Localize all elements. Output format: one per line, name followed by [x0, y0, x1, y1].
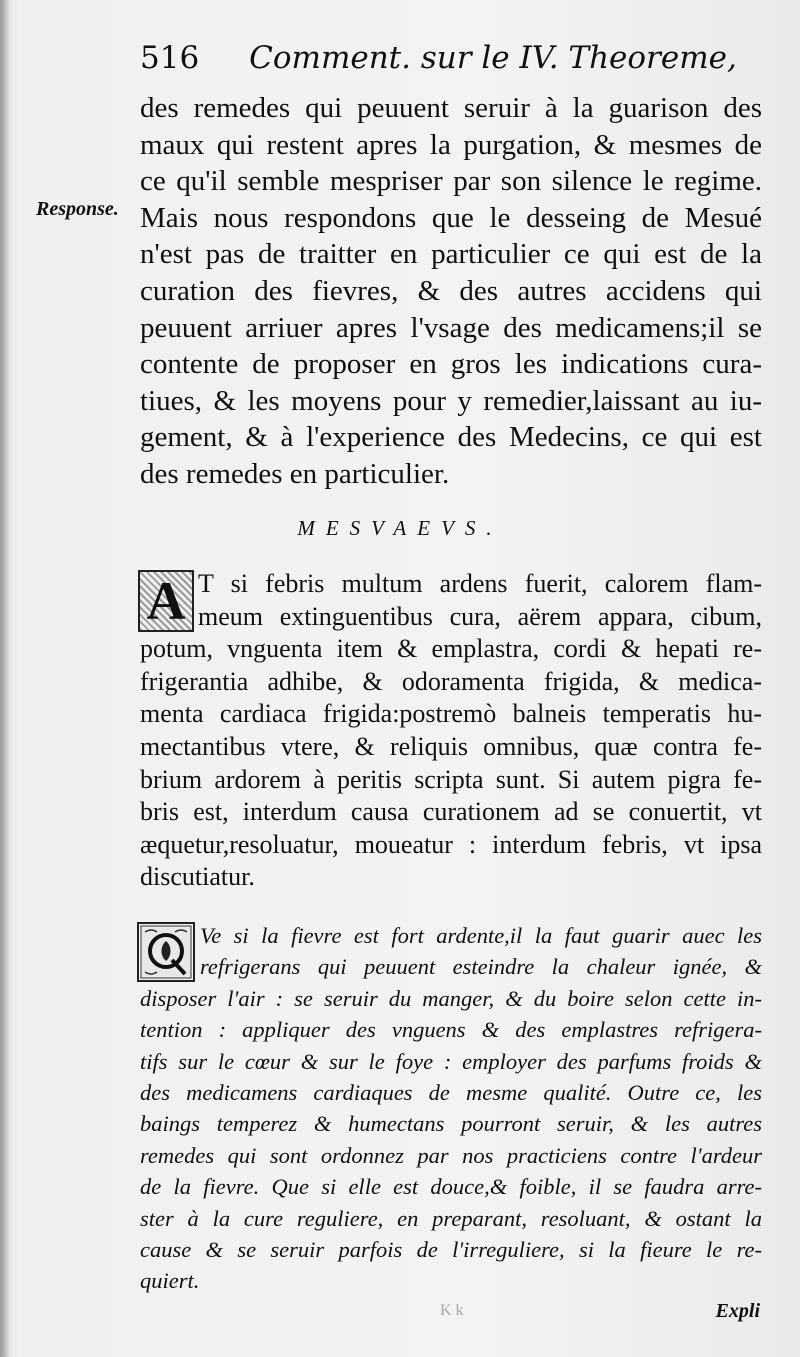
text-line: menta cardiaca frigida:postremò balneis temperatis hu-: [140, 699, 762, 729]
text-line: mectantibus vtere, & reliquis omnibus, quæ contra fe-: [140, 731, 762, 761]
text-line: quiert.: [140, 1268, 200, 1294]
text-line: curation des fievres, & des autres accidens qui: [140, 274, 762, 307]
text-line: ce qu'il semble mespriser par son silence le regime.: [140, 165, 762, 198]
commentary-paragraph: [140, 90, 762, 493]
text-line: brium ardorem à peritis scripta sunt. Si autem pigra fe-: [140, 764, 762, 794]
text-line: disposer l'air : se seruir du manger, & du boire selon cette in-: [140, 985, 762, 1011]
latin-paragraph: [140, 568, 762, 894]
text-line: peuuent arriuer apres l'vsage des medicamens;il se: [140, 311, 762, 344]
text-line: des medicamens cardiaques de mesme qualité. Outre ce, les: [140, 1080, 762, 1106]
text-line: tiues, & les moyens pour y remedier,laissant au iu-: [140, 384, 762, 417]
catchword: Expli: [715, 1300, 760, 1322]
text-line: ster à la cure reguliere, en preparant, resoluant, & ostant la: [140, 1205, 762, 1231]
text-line: des remedes qui peuuent seruir à la guarison des: [140, 92, 762, 124]
text-line: T si febris multum ardens fuerit, calorem flam-: [198, 569, 762, 598]
text-line: Ve si la fievre est fort ardente,il la faut guarir auec les: [200, 923, 762, 948]
text-line: remedes qui sont ordonnez par nos practiciens contre l'ardeur: [140, 1142, 762, 1168]
text-line: Mais nous respondons que le desseing de Mesué: [140, 201, 762, 234]
text-line: cause & se seruir parfois de l'irreguliere, si la fieure le re-: [140, 1237, 762, 1263]
text-line: des remedes en particulier.: [140, 457, 450, 490]
text-line: maux qui restent apres la purgation, & mesmes de: [140, 128, 762, 161]
text-line: bris est, interdum causa curationem ad se conuertit, vt: [140, 797, 762, 827]
signature-mark: K k: [440, 1302, 464, 1319]
text-line: gement, & à l'experience des Medecins, ce qui est: [140, 421, 762, 454]
running-head: [140, 40, 780, 92]
text-line: frigerantia adhibe, & odoramenta frigida, & medica-: [140, 666, 762, 696]
text-line: discutiatur.: [140, 862, 255, 892]
text-line: refrigerans qui peuuent esteindre la chaleur ignée, &: [200, 954, 762, 980]
gutter-shadow: [0, 0, 10, 1357]
text-line: meum extinguentibus cura, aërem appara, cibum,: [198, 601, 762, 631]
text-line: baings temperez & humectans pourront seruir, & les autres: [140, 1111, 762, 1137]
french-translation-paragraph: [140, 920, 762, 1297]
text-line: potum, vnguenta item & emplastra, cordi & hepati re-: [140, 634, 762, 664]
text-line: tention : appliquer des vnguens & des emplastres refrigera-: [140, 1017, 762, 1043]
text-line: n'est pas de traitter en particulier ce qui est de la: [140, 238, 762, 271]
text-line: contente de proposer en gros les indications cura-: [140, 348, 762, 381]
page-number: 516: [140, 40, 200, 76]
text-line: tifs sur le cœur & sur le foye : employer des parfums froids &: [140, 1048, 762, 1074]
section-heading: MESVAEVS.: [297, 516, 503, 540]
text-line: æquetur,resoluatur, moueatur : interdum febris, vt ipsa: [140, 829, 762, 859]
margin-note: Response.: [36, 198, 119, 220]
running-title: Comment. sur le IV. Theoreme,: [249, 40, 737, 76]
text-line: de la fievre. Que si elle est douce,& foible, il se faudra arre-: [140, 1174, 762, 1200]
drop-cap-letter: A: [140, 572, 192, 630]
